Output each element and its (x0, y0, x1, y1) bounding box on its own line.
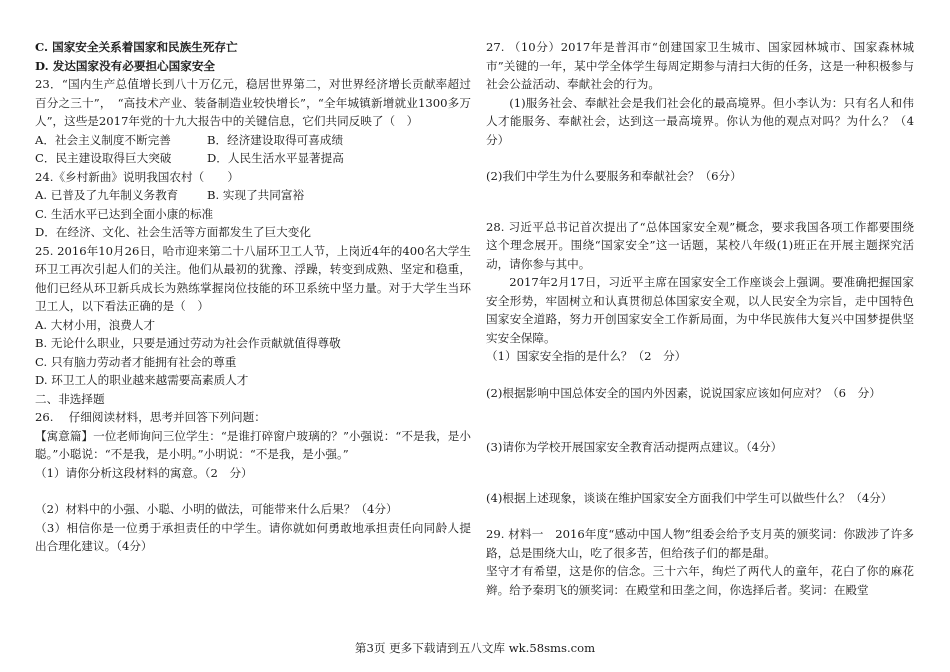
right-column (486, 38, 914, 599)
option-line: C. 国家安全关系着国家和民族生死存亡 (35, 40, 238, 54)
choice-row (35, 131, 471, 150)
choice-row (35, 186, 471, 205)
sub-question: （3）相信你是一位勇于承担责任的中学生。请你就如何勇敢地承担责任向同龄人提出合理化建议。（4分） (35, 520, 471, 553)
question-28: 28. 习近平总书记首次提出了“总体国家安全观”概念，要求我国各项工作都要围绕这个理念展开。围绕“国家安全”这一话题，某校八年级(1)班正在开展主题探究活动，请你参与其中。 (486, 219, 914, 271)
question-29: 29. 材料一 2016年度“感动中国人物”组委会给予支月英的颁奖词：你跋涉了许多路，总是围绕大山，吃了很多苦，但给孩子们的都是甜。 (486, 527, 914, 560)
answer-space (486, 149, 914, 167)
sub-question: (1)服务社会、奉献社会是我们社会化的最高境界。但小李认为：只有名人和伟人才能服务、奉献社会，达到这一最高境界。你认为他的观点对吗？为什么？（4分） (486, 95, 914, 147)
choice-row (35, 149, 471, 168)
question-23: 23．“国内生产总值增长到八十万亿元，稳居世界第二，对世界经济增长贡献率超过百分之三十”， “高技术产业、装备制造业较快增长”，“全年城镇新增就业1300多万人”，这些是2017年党的十九大报告中的关键信息，它们共同反映了（ ） (35, 77, 471, 128)
choice-d: D．在经济、文化、社会生活等方面都发生了巨大变化 (35, 225, 311, 239)
left-column (35, 38, 471, 556)
choice-d: D．人民生活水平显著提高 (207, 151, 344, 165)
choice-b: B. 无论什么职业，只要是通过劳动为社会作贡献就值得尊敬 (35, 336, 341, 350)
page-footer: 第3页 更多下载请到五八文库 wk.58sms.com (354, 641, 596, 655)
choice-a: A. 已普及了九年制义务教育 (35, 188, 179, 202)
question-27: 27. （10分）2017年是普洱市“创建国家卫生城市、国家园林城市、国家森林城市”关键的一年，某中学全体学生每周定期参与清扫大街的任务，这是一种积极参与社会公益活动、奉献社会的行为。 (486, 40, 914, 91)
sub-question: (3)请你为学校开展国家安全教育活动提两点建议。（4分） (486, 440, 783, 454)
material-text: 【寓意篇】一位老师询问三位学生：“是谁打碎窗户玻璃的？”小强说：“不是我，是小聪。”小聪说：“不是我，是小明。”小明说：“不是我，是小强。” (35, 428, 471, 461)
sub-question: (4)根据上述现象，谈谈在维护国家安全方面我们中学生可以做些什么？（4分） (486, 490, 893, 505)
sub-question: （1）请你分析这段材料的寓意。（2 分） (35, 465, 253, 480)
sub-question: （2）材料中的小强、小聪、小明的做法，可能带来什么后果？（4分） (35, 502, 398, 516)
choice-c: C. 只有脑力劳动者才能拥有社会的尊重 (35, 354, 237, 369)
choice-b: B. 实现了共同富裕 (207, 188, 305, 202)
material-text: 坚守才有希望，这是你的信念。三十六年，绚烂了两代人的童年，花白了你的麻花辫。给予秦玥飞的颁奖词：在殿堂和田垄之间，你选择后者。奖词：在殿堂 (486, 564, 914, 597)
material-text: 2017年2月17日，习近平主席在国家安全工作座谈会上强调。要准确把握国家安全形势，牢固树立和认真贯彻总体国家安全观，以人民安全为宗旨，走中国特色国家安全道路，努力开创国家安全工作新局面，为中华民族伟大复兴中国梦提供坚实安全保障。 (486, 275, 914, 345)
section-heading: 二、非选择题 (35, 391, 105, 406)
answer-space (486, 402, 914, 438)
choice-c: C. 生活水平已达到全面小康的标准 (35, 206, 214, 221)
answer-space (35, 482, 471, 500)
choice-b: B．经济建设取得可喜成绩 (207, 132, 344, 147)
answer-space (486, 366, 914, 384)
choice-a: A. 大材小用，浪费人才 (35, 317, 156, 332)
sub-question: (2)我们中学生为什么要服务和奉献社会？（6分） (486, 169, 742, 183)
question-24: 24.《乡村新曲》说明我国农村（ ） (35, 169, 239, 184)
answer-space (486, 507, 914, 525)
choice-d: D. 环卫工人的职业越来越需要高素质人才 (35, 373, 249, 387)
choice-a: A．社会主义制度不断完善 (35, 132, 171, 147)
question-26: 26. 仔细阅读材料，思考并回答下列问题： (35, 410, 266, 424)
sub-question: (2)根据影响中国总体安全的国内外因素，说说国家应该如何应对？（6 分） (486, 385, 881, 400)
question-25: 25. 2016年10月26日，哈市迎来第二十八届环卫工人节，上岗近4年的400名大学生环卫工再次引起人们的关注。他们从最初的犹豫、浮躁，转变到成熟、坚定和稳重，他们已经从环卫新兵成长为熟练掌握岗位技能的环卫系统中坚力量。对于大学生当环卫工人，以下看法正确的是（ ） (35, 243, 471, 313)
sub-question: （1）国家安全指的是什么？（2 分） (486, 349, 687, 363)
answer-space (486, 186, 914, 218)
option-line: D. 发达国家没有必要担心国家安全 (35, 58, 216, 73)
answer-space (486, 457, 914, 489)
choice-c: C．民主建设取得巨大突破 (35, 151, 172, 165)
